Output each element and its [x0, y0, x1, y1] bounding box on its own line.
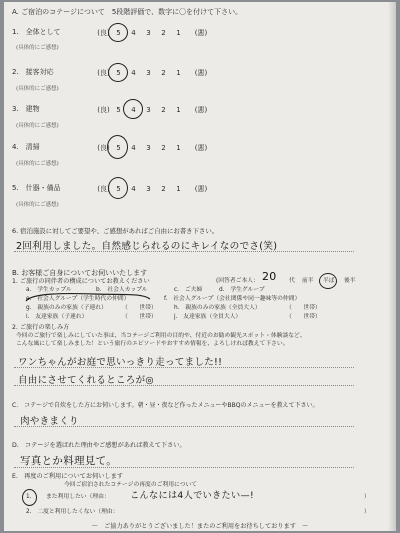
section-b-title: B. お客様ご自身についてお伺いいたします — [12, 269, 148, 277]
e-opt1-circle — [22, 489, 37, 506]
good-label: (良) — [97, 144, 110, 152]
b-q1: 1. ご旅行の同伴者の構成についてお教えください — [12, 278, 150, 285]
page-edge-shadow — [388, 2, 396, 531]
period-late: 後半 — [344, 278, 356, 284]
respondent-age: 20 — [262, 270, 277, 283]
section-c-question: C. コテージで自炊をした方にお伺いします。朝・昼・夜など作ったメニューやBBQのメニューを教えて下さい。 — [12, 402, 319, 409]
e-opt1-close: ） — [364, 494, 370, 500]
opt-e: e. 社会人グループ（学生時代の仲間） — [26, 296, 130, 302]
score-3: 3 — [146, 69, 151, 77]
b-q2-desc-1: 今回のご旅行で楽しみにしていた事は、当コテージご利用の目的や、付近のお勧め観光スポット・体験談など、 — [16, 333, 306, 339]
rating-3-label: 3. 建物 — [12, 105, 40, 113]
rating-2-detail: (具体的にご感想) — [16, 86, 59, 92]
b-q2-line-1 — [14, 367, 354, 368]
section-e-title: E. 再度のご利用についてお伺いします — [12, 473, 123, 480]
score-5: 5 — [116, 106, 121, 114]
score-1: 1 — [176, 106, 181, 114]
opt-h: h. 親族のみの家族（全員大人） — [174, 305, 261, 311]
rating-5-label: 5. 什器・備品 — [12, 184, 61, 192]
b-q2-answer-1: ワンちゃんがお庭で思いっきり走ってました!! — [18, 357, 223, 368]
score-4: 4 — [131, 29, 136, 37]
rating-5-detail: (具体的にご感想) — [16, 202, 59, 208]
score-1: 1 — [176, 69, 181, 77]
score-4: 4 — [131, 69, 136, 77]
b-q2-desc-2: こんな風にして楽しみました！という旅行のエピソードやおすすめ情報を、よろしければ教えて下さい。 — [16, 341, 289, 347]
opt-j: j. 友達家族（全員大人） — [174, 314, 242, 320]
e-opt1-label: また利用したい（理由： — [46, 494, 110, 500]
score-3: 3 — [146, 144, 151, 152]
score-2: 2 — [161, 185, 166, 193]
rating-1-circle — [108, 23, 128, 42]
opt-i: i. 友達家族（子連れ） — [26, 314, 88, 320]
score-3: 3 — [146, 29, 151, 37]
respondent-prefix: (回答者ご本人： — [216, 278, 259, 284]
rating-4-detail: (具体的にご感想) — [16, 161, 59, 167]
rating-3-circle — [123, 99, 143, 119]
rating-2-circle — [108, 63, 128, 82]
e-opt2-label: 2. 二度と利用したくない（理由： — [26, 509, 119, 515]
period-early: 前半 — [302, 278, 314, 284]
footer-thanks: 〜 ご協力ありがとうございました！またのご利用をお待ちしております 〜 — [91, 523, 309, 530]
age-unit: 代 — [289, 278, 295, 284]
section-e-question: 今回ご宿泊されたコテージの再度のご利用について — [64, 482, 198, 488]
bad-label: (悪) — [194, 144, 208, 152]
opt-g: g. 親族のみの家族（子連れ） — [26, 305, 107, 311]
good-label: (良) — [97, 69, 110, 77]
b-q2: 2. ご旅行の楽しみ方 — [12, 324, 70, 331]
score-4: 4 — [131, 144, 136, 152]
opt-d: d. 学生グループ — [219, 287, 265, 293]
rating-4-circle — [107, 135, 128, 159]
opt-h-households: （ 世帯） — [286, 305, 321, 311]
bad-label: (悪) — [194, 106, 208, 114]
rating-3-scale — [96, 105, 216, 115]
bad-label: (悪) — [194, 29, 208, 37]
b-q2-line-2 — [14, 385, 354, 386]
rating-4-label: 4. 清掃 — [12, 143, 40, 151]
score-5: 5 — [116, 144, 121, 152]
q6-answer-line — [14, 251, 354, 252]
opt-b: b. 社会人カップル — [96, 287, 148, 293]
q6-answer: 2回利用しました。自然感じられるのにキレイなのでさ(笑) — [16, 241, 278, 252]
rating-1-detail: (具体的にご感想) — [16, 45, 59, 51]
rating-1-label: 1. 全体として — [12, 28, 61, 36]
good-label: (良) — [97, 185, 110, 193]
q6-question: 6. 宿泊施設に対してご要望や、ご感想があればご自由にお書き下さい。 — [12, 227, 219, 235]
score-2: 2 — [161, 29, 166, 37]
bad-label: (悪) — [194, 185, 208, 193]
e-opt1-answer: こんなには4人でいきたい—! — [130, 490, 254, 501]
score-2: 2 — [161, 106, 166, 114]
section-d-line — [14, 467, 354, 468]
rating-3-detail: (具体的にご感想) — [16, 123, 59, 129]
score-2: 2 — [161, 144, 166, 152]
period-mid: 半ば — [323, 278, 335, 284]
respondent-info — [216, 278, 259, 285]
opt-i-households: （ 世帯） — [122, 314, 157, 320]
survey-sheet — [4, 2, 396, 531]
good-label: (良) — [97, 106, 110, 114]
score-5: 5 — [116, 185, 121, 193]
score-3: 3 — [146, 185, 151, 193]
score-4: 4 — [131, 106, 136, 114]
bad-label: (悪) — [194, 69, 208, 77]
opt-f: f. 社会人グループ（会社関係や同一趣味等の仲間） — [164, 296, 301, 302]
score-5: 5 — [116, 29, 121, 37]
opt-c: c. ご夫婦 — [174, 287, 203, 293]
score-1: 1 — [176, 144, 181, 152]
b-q2-answer-2: 自由にさせてくれるところが◎ — [18, 375, 154, 386]
section-a-header: A. ご宿泊のコテージについて 5段階評価で、数字に〇を付けて下さい。 — [12, 8, 243, 16]
score-1: 1 — [176, 185, 181, 193]
good-label: (良) — [97, 29, 110, 37]
rating-5-circle — [108, 177, 128, 199]
section-d-answer: 写真とか料理見て。 — [20, 455, 117, 467]
section-c-line — [14, 426, 354, 427]
period-circle — [319, 273, 337, 289]
selection-bracket — [24, 291, 154, 303]
score-4: 4 — [131, 185, 136, 193]
opt-a: a. 学生カップル — [26, 287, 72, 293]
score-1: 1 — [176, 29, 181, 37]
rating-2-label: 2. 接客対応 — [12, 68, 54, 76]
score-2: 2 — [161, 69, 166, 77]
score-3: 3 — [146, 106, 151, 114]
e-opt1-num: 1. — [26, 494, 32, 500]
opt-j-households: （ 世帯） — [286, 314, 321, 320]
e-opt2-close: ） — [364, 509, 370, 515]
section-c-answer: 肉やきまくり — [20, 416, 79, 427]
opt-g-households: （ 世帯） — [122, 305, 157, 311]
section-d-question: D. コテージを選ばれた理由やご感想があれば教えて下さい。 — [12, 442, 186, 449]
score-5: 5 — [116, 69, 121, 77]
